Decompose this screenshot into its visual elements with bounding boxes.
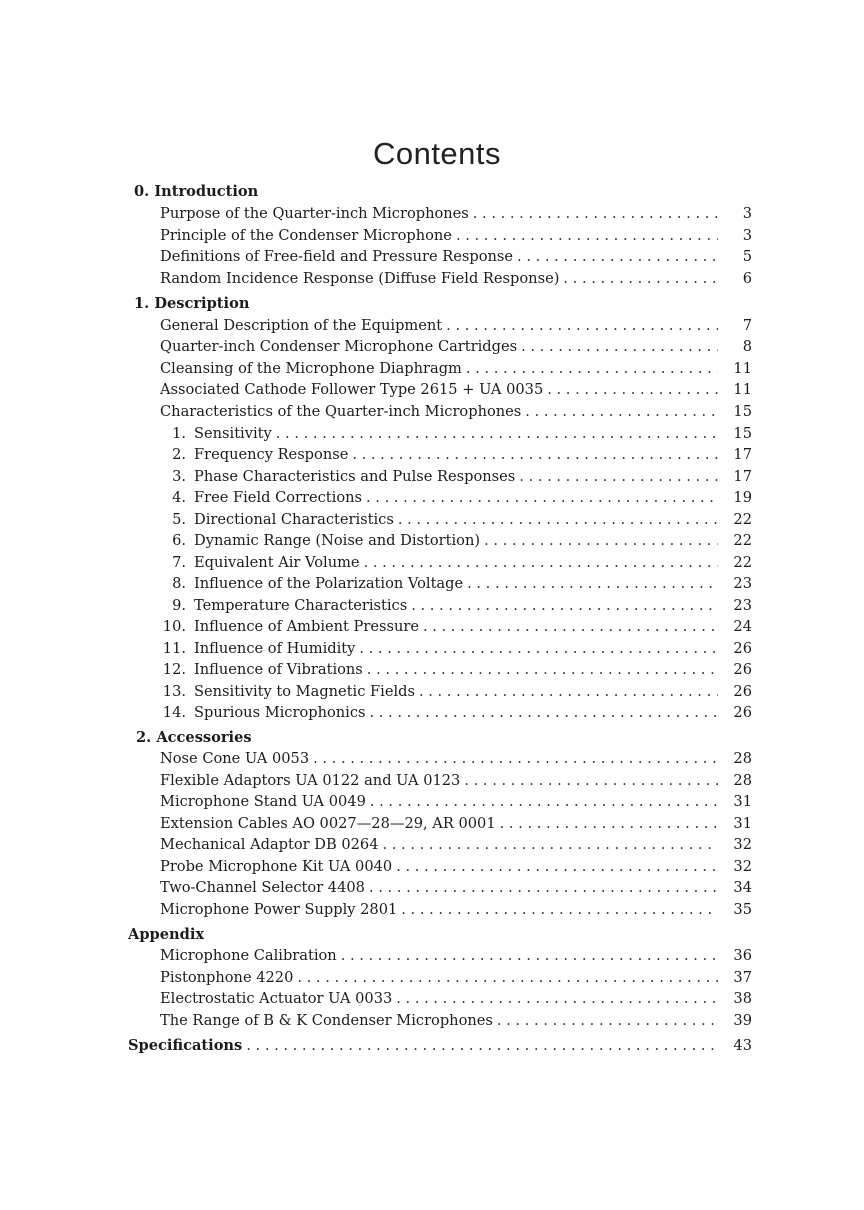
- leader-dots: [423, 618, 718, 636]
- leader-dots: [383, 836, 719, 854]
- toc-entry[interactable]: [160, 772, 752, 790]
- leader-dots: [396, 858, 718, 876]
- entry-page-number: 8: [742, 338, 752, 355]
- toc-entry[interactable]: [160, 969, 752, 987]
- toc-entry[interactable]: [160, 511, 752, 529]
- entry-title: Phase Characteristics and Pulse Responses: [194, 468, 516, 485]
- entry-page-number: 26: [733, 640, 752, 657]
- toc-entry-specifications[interactable]: [128, 1037, 752, 1055]
- entry-page-number: 23: [733, 575, 752, 592]
- toc-entry[interactable]: [160, 990, 752, 1008]
- entry-page-number: 31: [733, 793, 752, 810]
- toc-entry[interactable]: [160, 947, 752, 965]
- entry-page-number: 36: [733, 947, 752, 964]
- entry-title: Nose Cone UA 0053: [160, 750, 310, 767]
- entry-number: 11.: [162, 640, 186, 657]
- entry-number: 4.: [172, 489, 186, 506]
- toc-entry[interactable]: [160, 793, 752, 811]
- toc-entry[interactable]: [160, 554, 752, 572]
- entry-title: Characteristics of the Quarter-inch Microphones: [160, 403, 522, 420]
- leader-dots: [370, 793, 718, 811]
- entry-page-number: 3: [742, 227, 752, 244]
- leader-dots: [419, 683, 718, 701]
- entry-page-number: 26: [733, 704, 752, 721]
- entry-number: 12.: [162, 661, 186, 678]
- leader-dots: [521, 338, 718, 356]
- toc-entry[interactable]: [160, 750, 752, 768]
- entry-title: Principle of the Condenser Microphone: [160, 227, 452, 244]
- entry-page-number: 39: [733, 1012, 752, 1029]
- page-title: Contents: [372, 136, 502, 171]
- entry-page-number: 32: [733, 858, 752, 875]
- entry-title: Microphone Power Supply 2801: [160, 901, 398, 918]
- entry-number: 6.: [172, 532, 186, 549]
- entry-title: Flexible Adaptors UA 0122 and UA 0123: [160, 772, 461, 789]
- entry-title: Spurious Microphonics: [194, 704, 366, 721]
- leader-dots: [352, 446, 718, 464]
- leader-dots: [466, 360, 718, 378]
- toc-entry[interactable]: [160, 597, 752, 615]
- entry-number: 14.: [162, 704, 186, 721]
- leader-dots: [456, 227, 718, 245]
- entry-title: Influence of Ambient Pressure: [194, 618, 419, 635]
- entry-page-number: 3: [742, 205, 752, 222]
- entry-title: Specifications: [128, 1037, 243, 1054]
- entry-page-number: 6: [742, 270, 752, 287]
- entry-number: 8.: [172, 575, 186, 592]
- entry-page-number: 19: [733, 489, 752, 506]
- leader-dots: [473, 205, 718, 223]
- entry-page-number: 17: [733, 468, 752, 485]
- leader-dots: [341, 947, 718, 965]
- leader-dots: [464, 772, 718, 790]
- entry-page-number: 23: [733, 597, 752, 614]
- toc-entry[interactable]: [160, 403, 752, 421]
- leader-dots: [467, 575, 718, 593]
- entry-page-number: 37: [733, 969, 752, 986]
- entry-number: 5.: [172, 511, 186, 528]
- entry-page-number: 32: [733, 836, 752, 853]
- leader-dots: [396, 990, 718, 1008]
- leader-dots: [370, 704, 719, 722]
- entry-page-number: 35: [733, 901, 752, 918]
- entry-number: 7.: [172, 554, 186, 571]
- toc-entry[interactable]: [160, 489, 752, 507]
- entry-title: General Description of the Equipment: [160, 317, 443, 334]
- entry-number: 2.: [172, 446, 186, 463]
- toc-entry[interactable]: [160, 381, 752, 399]
- toc-entry[interactable]: [160, 270, 752, 288]
- entry-page-number: 22: [733, 554, 752, 571]
- entry-title: Free Field Corrections: [194, 489, 363, 506]
- entry-page-number: 28: [733, 772, 752, 789]
- entry-title: Extension Cables AO 0027—28—29, AR 0001: [160, 815, 496, 832]
- entry-title: Random Incidence Response (Diffuse Field Response): [160, 270, 560, 287]
- leader-dots: [500, 815, 718, 833]
- entry-page-number: 15: [733, 403, 752, 420]
- entry-title: Purpose of the Quarter-inch Microphones: [160, 205, 469, 222]
- toc-entry[interactable]: [160, 532, 752, 550]
- entry-title: Cleansing of the Microphone Diaphragm: [160, 360, 462, 377]
- toc-entry[interactable]: [160, 879, 752, 897]
- toc-entry[interactable]: [160, 468, 752, 486]
- leader-dots: [525, 403, 718, 421]
- entry-title: Influence of Vibrations: [194, 661, 363, 678]
- leader-dots: [364, 554, 718, 572]
- entry-number: 9.: [172, 597, 186, 614]
- entry-title: Temperature Characteristics: [194, 597, 408, 614]
- toc-entry[interactable]: [160, 317, 752, 335]
- toc-entry[interactable]: [160, 640, 752, 658]
- leader-dots: [313, 750, 718, 768]
- leader-dots: [517, 248, 718, 266]
- entry-title: Two-Channel Selector 4408: [160, 879, 365, 896]
- entry-number: 3.: [172, 468, 186, 485]
- entry-page-number: 11: [733, 360, 752, 377]
- toc-entry[interactable]: [160, 446, 752, 464]
- leader-dots: [401, 901, 718, 919]
- entry-page-number: 15: [733, 425, 752, 442]
- entry-title: Definitions of Free-field and Pressure Response: [160, 248, 514, 265]
- entry-title: Pistonphone 4220: [160, 969, 294, 986]
- entry-title: Frequency Response: [194, 446, 349, 463]
- toc-entry[interactable]: [160, 661, 752, 679]
- entry-title: Quarter-inch Condenser Microphone Cartridges: [160, 338, 518, 355]
- leader-dots: [359, 640, 718, 658]
- leader-dots: [246, 1037, 718, 1055]
- entry-page-number: 26: [733, 661, 752, 678]
- entry-page-number: 34: [733, 879, 752, 896]
- section-heading: 2. Accessories: [136, 729, 252, 746]
- entry-number: 13.: [162, 683, 186, 700]
- entry-number: 1.: [172, 425, 186, 442]
- entry-page-number: 11: [733, 381, 752, 398]
- entry-title: Mechanical Adaptor DB 0264: [160, 836, 379, 853]
- entry-title: Electrostatic Actuator UA 0033: [160, 990, 393, 1007]
- entry-title: Influence of Humidity: [194, 640, 356, 657]
- entry-title: Equivalent Air Volume: [194, 554, 360, 571]
- leader-dots: [367, 661, 718, 679]
- toc-entry[interactable]: [160, 815, 752, 833]
- toc-entry[interactable]: [160, 1012, 752, 1030]
- toc-entry[interactable]: [160, 901, 752, 919]
- leader-dots: [276, 425, 718, 443]
- leader-dots: [484, 532, 718, 550]
- leader-dots: [411, 597, 718, 615]
- toc-entry[interactable]: [160, 338, 752, 356]
- section-heading: 0. Introduction: [134, 183, 259, 200]
- entry-number: 10.: [162, 618, 186, 635]
- leader-dots: [519, 468, 718, 486]
- toc-entry[interactable]: [160, 360, 752, 378]
- entry-page-number: 31: [733, 815, 752, 832]
- entry-page-number: 22: [733, 532, 752, 549]
- entry-page-number: 28: [733, 750, 752, 767]
- leader-dots: [547, 381, 718, 399]
- entry-title: Microphone Calibration: [160, 947, 337, 964]
- leader-dots: [563, 270, 718, 288]
- entry-title: Sensitivity to Magnetic Fields: [194, 683, 415, 700]
- leader-dots: [446, 317, 718, 335]
- toc-entry[interactable]: [160, 425, 752, 443]
- entry-title: Microphone Stand UA 0049: [160, 793, 366, 810]
- entry-page-number: 26: [733, 683, 752, 700]
- entry-title: Sensitivity: [194, 425, 272, 442]
- toc-entry[interactable]: [160, 836, 752, 854]
- section-heading: Appendix: [128, 926, 205, 943]
- toc-entry[interactable]: [160, 683, 752, 701]
- toc-entry[interactable]: [160, 618, 752, 636]
- entry-page-number: 5: [742, 248, 752, 265]
- toc-entry[interactable]: [160, 205, 752, 223]
- leader-dots: [297, 969, 718, 987]
- leader-dots: [497, 1012, 718, 1030]
- entry-title: Dynamic Range (Noise and Distortion): [194, 532, 481, 549]
- entry-title: Directional Characteristics: [194, 511, 394, 528]
- entry-title: Associated Cathode Follower Type 2615 + UA 0035: [160, 381, 544, 398]
- entry-page-number: 7: [742, 317, 752, 334]
- toc-entry[interactable]: [160, 704, 752, 722]
- toc-entry[interactable]: [160, 575, 752, 593]
- entry-title: Influence of the Polarization Voltage: [194, 575, 464, 592]
- entry-title: Probe Microphone Kit UA 0040: [160, 858, 393, 875]
- entry-page-number: 24: [733, 618, 752, 635]
- leader-dots: [398, 511, 718, 529]
- entry-title: The Range of B & K Condenser Microphones: [160, 1012, 493, 1029]
- entry-page-number: 43: [733, 1037, 752, 1054]
- section-heading: 1. Description: [134, 295, 250, 312]
- entry-page-number: 38: [733, 990, 752, 1007]
- leader-dots: [369, 879, 718, 897]
- toc-entry[interactable]: [160, 248, 752, 266]
- entry-page-number: 22: [733, 511, 752, 528]
- entry-page-number: 17: [733, 446, 752, 463]
- toc-entry[interactable]: [160, 227, 752, 245]
- toc-entry[interactable]: [160, 858, 752, 876]
- leader-dots: [366, 489, 718, 507]
